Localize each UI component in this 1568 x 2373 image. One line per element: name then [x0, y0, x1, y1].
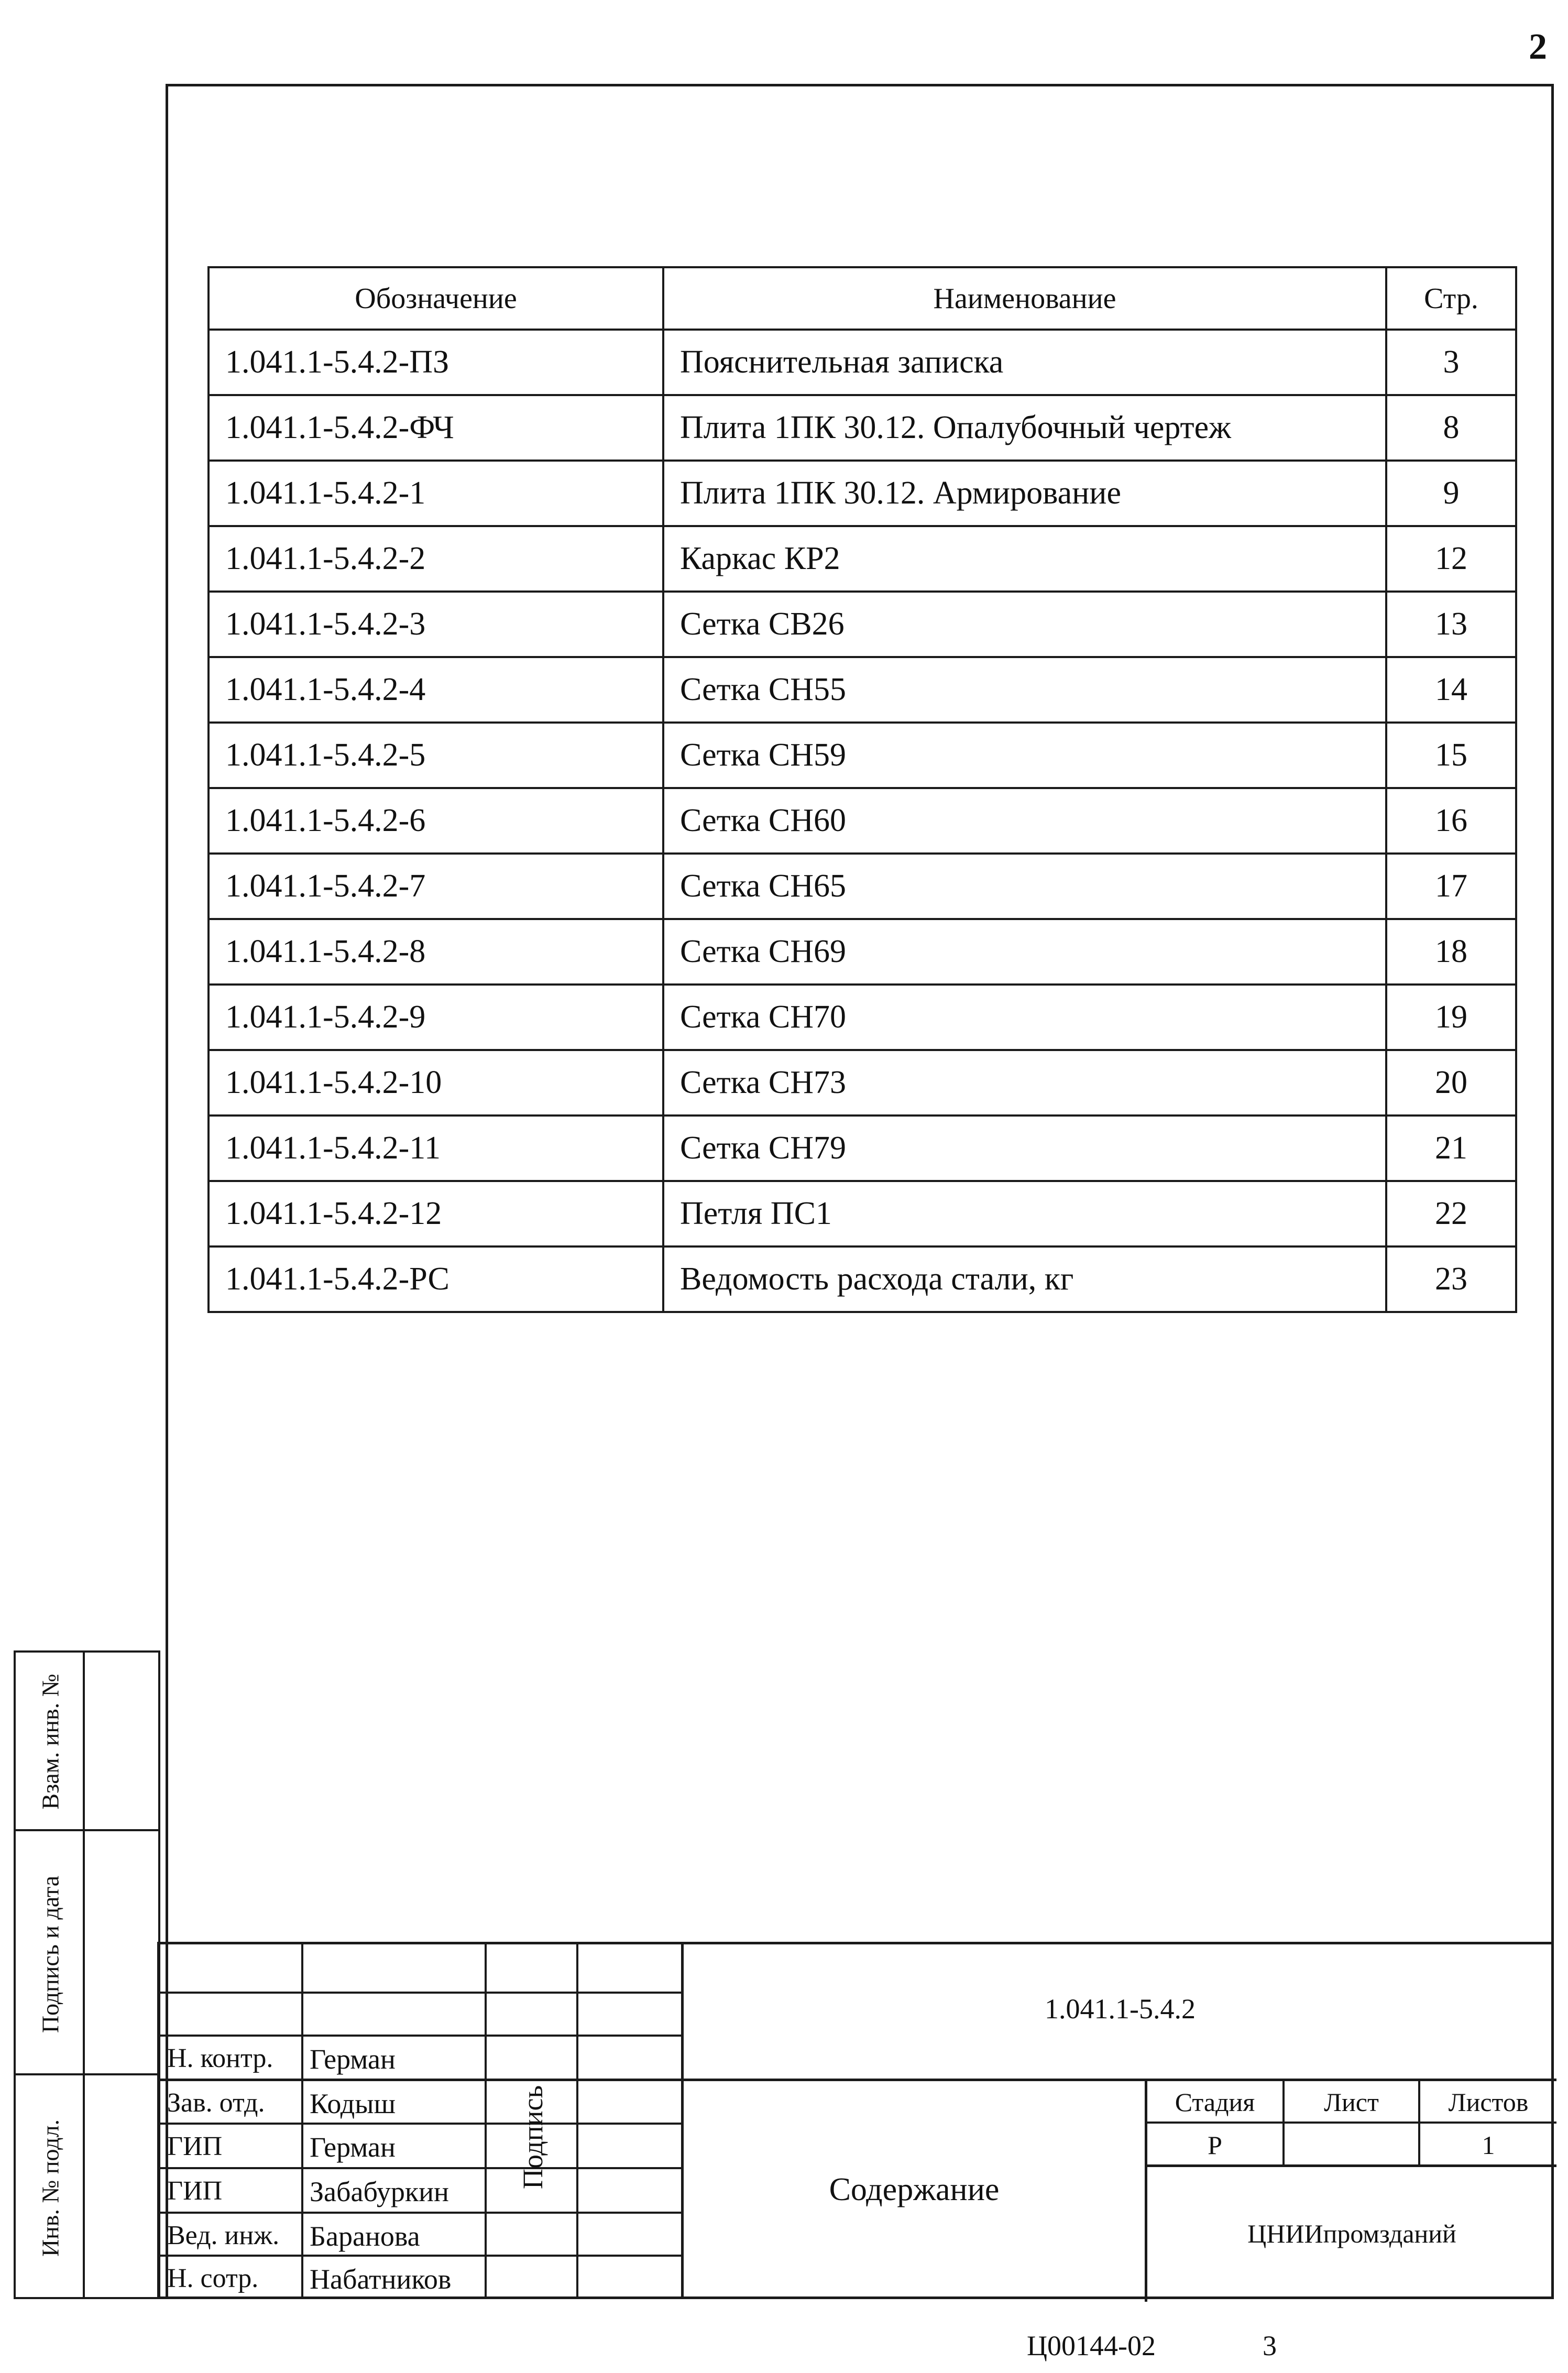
row-designation: 1.041.1-5.4.2-10 [209, 1050, 663, 1116]
table-row [209, 461, 1516, 526]
row-name: Сетка СН65 [663, 854, 1386, 919]
footer-code: Ц00144-02 [1027, 2330, 1156, 2361]
document-designation: 1.041.1-5.4.2 [1045, 1993, 1196, 2025]
row-page: 16 [1386, 788, 1516, 854]
table-row [209, 1116, 1516, 1181]
sheet-label: Лист [1324, 2087, 1379, 2117]
row-page: 12 [1386, 526, 1516, 592]
row-page: 20 [1386, 1050, 1516, 1116]
row-designation: 1.041.1-5.4.2-6 [209, 788, 663, 854]
table-row [209, 985, 1516, 1050]
table-row [209, 657, 1516, 723]
row-name: Сетка СН79 [663, 1116, 1386, 1181]
table-row [209, 330, 1516, 395]
row-designation: 1.041.1-5.4.2-8 [209, 919, 663, 985]
row-page: 17 [1386, 854, 1516, 919]
table-row [209, 854, 1516, 919]
side-stamp-vzam [14, 1650, 160, 1831]
row-page: 14 [1386, 657, 1516, 723]
page-number: 2 [1529, 27, 1547, 67]
row-name: Пояснительная записка [663, 330, 1386, 395]
row-designation: 1.041.1-5.4.2-3 [209, 592, 663, 657]
row-name: Ведомость расхода стали, кг [663, 1246, 1386, 1312]
row-name: Петля ПС1 [663, 1181, 1386, 1246]
role-label: Н. контр. [167, 2043, 273, 2073]
row-designation: 1.041.1-5.4.2-12 [209, 1181, 663, 1246]
row-designation: 1.041.1-5.4.2-7 [209, 854, 663, 919]
sheets-value: 1 [1482, 2130, 1495, 2160]
role-label: Вед. инж. [167, 2221, 280, 2250]
row-designation: 1.041.1-5.4.2-2 [209, 526, 663, 592]
row-page: 15 [1386, 723, 1516, 788]
side-stamp-inv [14, 2073, 160, 2299]
row-page: 21 [1386, 1116, 1516, 1181]
row-designation: 1.041.1-5.4.2-5 [209, 723, 663, 788]
table-row [209, 1181, 1516, 1246]
role-label: Зав. отд. [167, 2088, 265, 2118]
row-page: 9 [1386, 461, 1516, 526]
row-designation: 1.041.1-5.4.2-РС [209, 1246, 663, 1312]
person-name: Забабуркин [310, 2176, 449, 2207]
row-designation: 1.041.1-5.4.2-ПЗ [209, 330, 663, 395]
row-designation: 1.041.1-5.4.2-1 [209, 461, 663, 526]
document-title: Содержание [829, 2172, 1000, 2207]
row-designation: 1.041.1-5.4.2-ФЧ [209, 395, 663, 461]
row-page: 8 [1386, 395, 1516, 461]
person-name: Кодыш [310, 2088, 396, 2119]
row-page: 22 [1386, 1181, 1516, 1246]
table-row [209, 395, 1516, 461]
row-name: Сетка СН69 [663, 919, 1386, 985]
row-name: Сетка СВ26 [663, 592, 1386, 657]
sheets-label: Листов [1448, 2087, 1529, 2117]
title-block [157, 1942, 1554, 2299]
person-name: Герман [310, 2043, 396, 2075]
row-name: Каркас КР2 [663, 526, 1386, 592]
role-label: ГИП [167, 2176, 223, 2206]
row-name: Сетка СН59 [663, 723, 1386, 788]
row-name: Сетка СН70 [663, 985, 1386, 1050]
table-row [209, 1050, 1516, 1116]
role-label: ГИП [167, 2131, 223, 2161]
header-page: Стр. [1386, 267, 1516, 330]
stage-value: Р [1208, 2130, 1222, 2160]
person-name: Набатников [310, 2263, 452, 2295]
row-page: 23 [1386, 1246, 1516, 1312]
row-name: Плита 1ПК 30.12. Армирование [663, 461, 1386, 526]
side-label-podpis-data: Подпись и дата [37, 1875, 64, 2033]
organization-name: ЦНИИпромзданий [1247, 2219, 1456, 2248]
row-name: Плита 1ПК 30.12. Опалубочный чертеж [663, 395, 1386, 461]
header-designation: Обозначение [209, 267, 663, 330]
row-designation: 1.041.1-5.4.2-9 [209, 985, 663, 1050]
table-header-row [209, 267, 1516, 330]
row-page: 13 [1386, 592, 1516, 657]
row-designation: 1.041.1-5.4.2-4 [209, 657, 663, 723]
role-label: Н. сотр. [167, 2263, 259, 2293]
header-name: Наименование [663, 267, 1386, 330]
contents-table [207, 266, 1517, 1313]
side-label-vzam: Взам. инв. № [37, 1674, 64, 1810]
table-row [209, 788, 1516, 854]
row-page: 19 [1386, 985, 1516, 1050]
table-row [209, 919, 1516, 985]
stage-label: Стадия [1175, 2087, 1255, 2117]
table-row [209, 592, 1516, 657]
side-stamp-podpis [14, 1829, 160, 2075]
row-page: 18 [1386, 919, 1516, 985]
table-row [209, 1246, 1516, 1312]
footer-sheet: 3 [1263, 2330, 1277, 2361]
side-label-inv-podl: Инв. № подл. [37, 2119, 64, 2257]
row-designation: 1.041.1-5.4.2-11 [209, 1116, 663, 1181]
table-row [209, 526, 1516, 592]
signature-header: Подпись [517, 2085, 549, 2190]
row-page: 3 [1386, 330, 1516, 395]
table-row [209, 723, 1516, 788]
row-name: Сетка СН55 [663, 657, 1386, 723]
person-name: Баранова [310, 2221, 420, 2252]
person-name: Герман [310, 2131, 396, 2163]
row-name: Сетка СН60 [663, 788, 1386, 854]
row-name: Сетка СН73 [663, 1050, 1386, 1116]
